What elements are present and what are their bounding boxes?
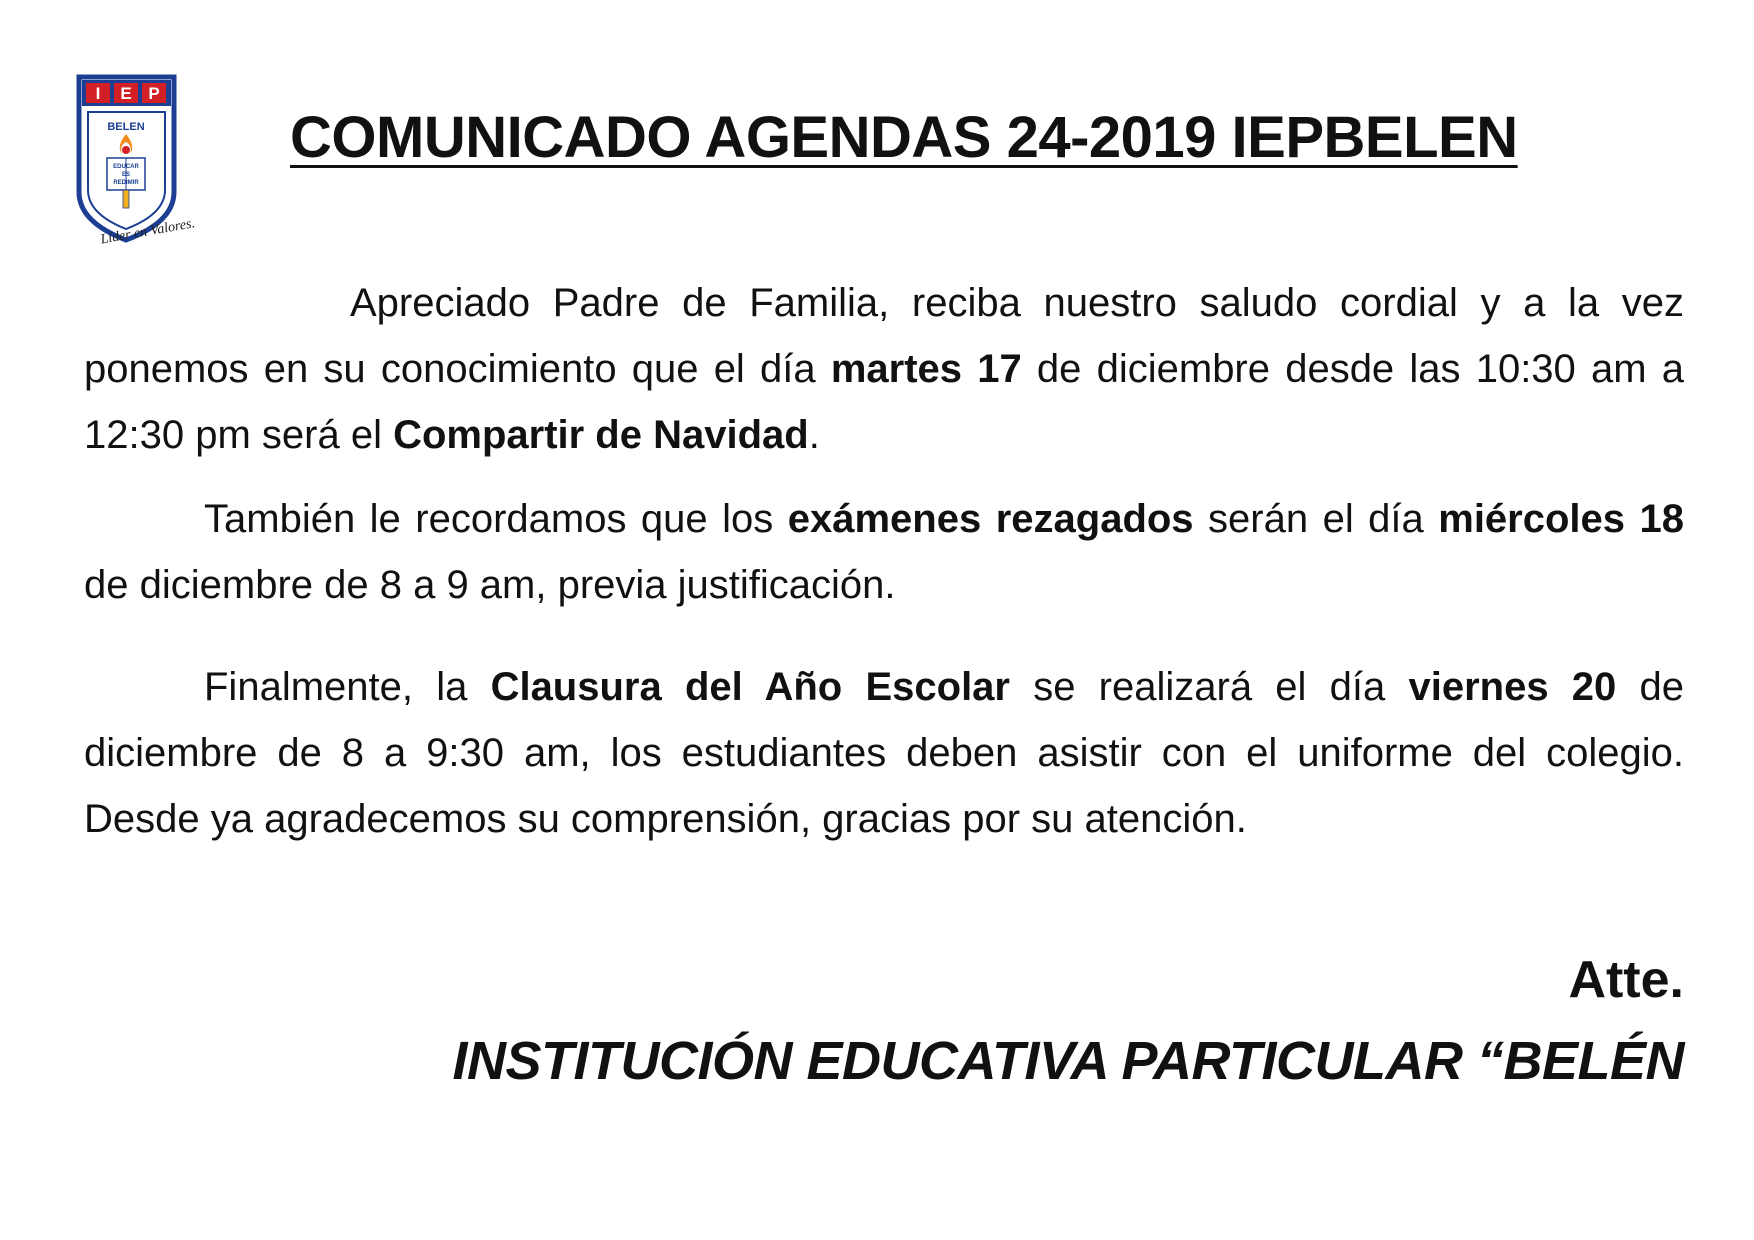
institution-name: INSTITUCIÓN EDUCATIVA PARTICULAR “BELÉN xyxy=(452,1031,1684,1091)
page-title: COMUNICADO AGENDAS 24-2019 IEPBELEN xyxy=(290,105,1518,170)
letter-body xyxy=(84,270,1684,852)
paragraph-3-bold-event: Clausura del Año Escolar xyxy=(490,665,1010,709)
paragraph-2-bold-date: miércoles 18 xyxy=(1438,497,1684,541)
paragraph-3-text-a: Finalmente, la xyxy=(204,665,491,709)
logo-school-name: BELEN xyxy=(107,121,145,133)
paragraph-2-bold-exams: exámenes rezagados xyxy=(787,497,1194,541)
logo-motto-line-1: EDUCAR xyxy=(113,164,139,170)
paragraph-1-bold-event: Compartir de Navidad xyxy=(393,413,809,457)
paragraph-2-text-c: de diciembre de 8 a 9 am, previa justificación. xyxy=(84,563,896,607)
school-logo xyxy=(74,72,224,272)
logo-motto-line-3: REDIMIR xyxy=(113,180,139,186)
logo-letter-i: I xyxy=(95,84,101,103)
logo-motto-line-2: ES xyxy=(121,172,131,178)
paragraph-greeting xyxy=(84,270,1684,468)
logo-letter-e: E xyxy=(120,84,132,103)
paragraph-closing-ceremony xyxy=(84,654,1684,852)
paragraph-exams xyxy=(84,486,1684,618)
closing-salutation: Atte. xyxy=(1568,951,1684,1009)
paragraph-3-bold-date: viernes 20 xyxy=(1408,665,1617,709)
paragraph-2-text-b: serán el día xyxy=(1193,497,1439,541)
paragraph-1-text-a: Apreciado Padre de Familia, reciba nuestro saludo cordial y a la vez ponemos en su conocimiento que el día xyxy=(84,281,1684,391)
logo-tagline: Líder en Valores. xyxy=(99,216,197,248)
paragraph-2-text-a: También le recordamos que los xyxy=(204,497,788,541)
logo-letter-p: P xyxy=(148,84,160,103)
paragraph-3-text-b: se realizará el día xyxy=(1010,665,1409,709)
shield-crest-icon xyxy=(74,72,224,272)
paragraph-1-text-b: de diciembre desde las 10:30 am a 12:30 pm será el xyxy=(84,347,1685,457)
paragraph-1-bold-date: martes 17 xyxy=(830,347,1022,391)
paragraph-3-text-c: de diciembre de 8 a 9:30 am, los estudiantes deben asistir con el uniforme del colegio. Desde ya agradecemos su comprensión, gracias por su atención. xyxy=(84,665,1685,841)
paragraph-1-text-c: . xyxy=(808,413,820,457)
